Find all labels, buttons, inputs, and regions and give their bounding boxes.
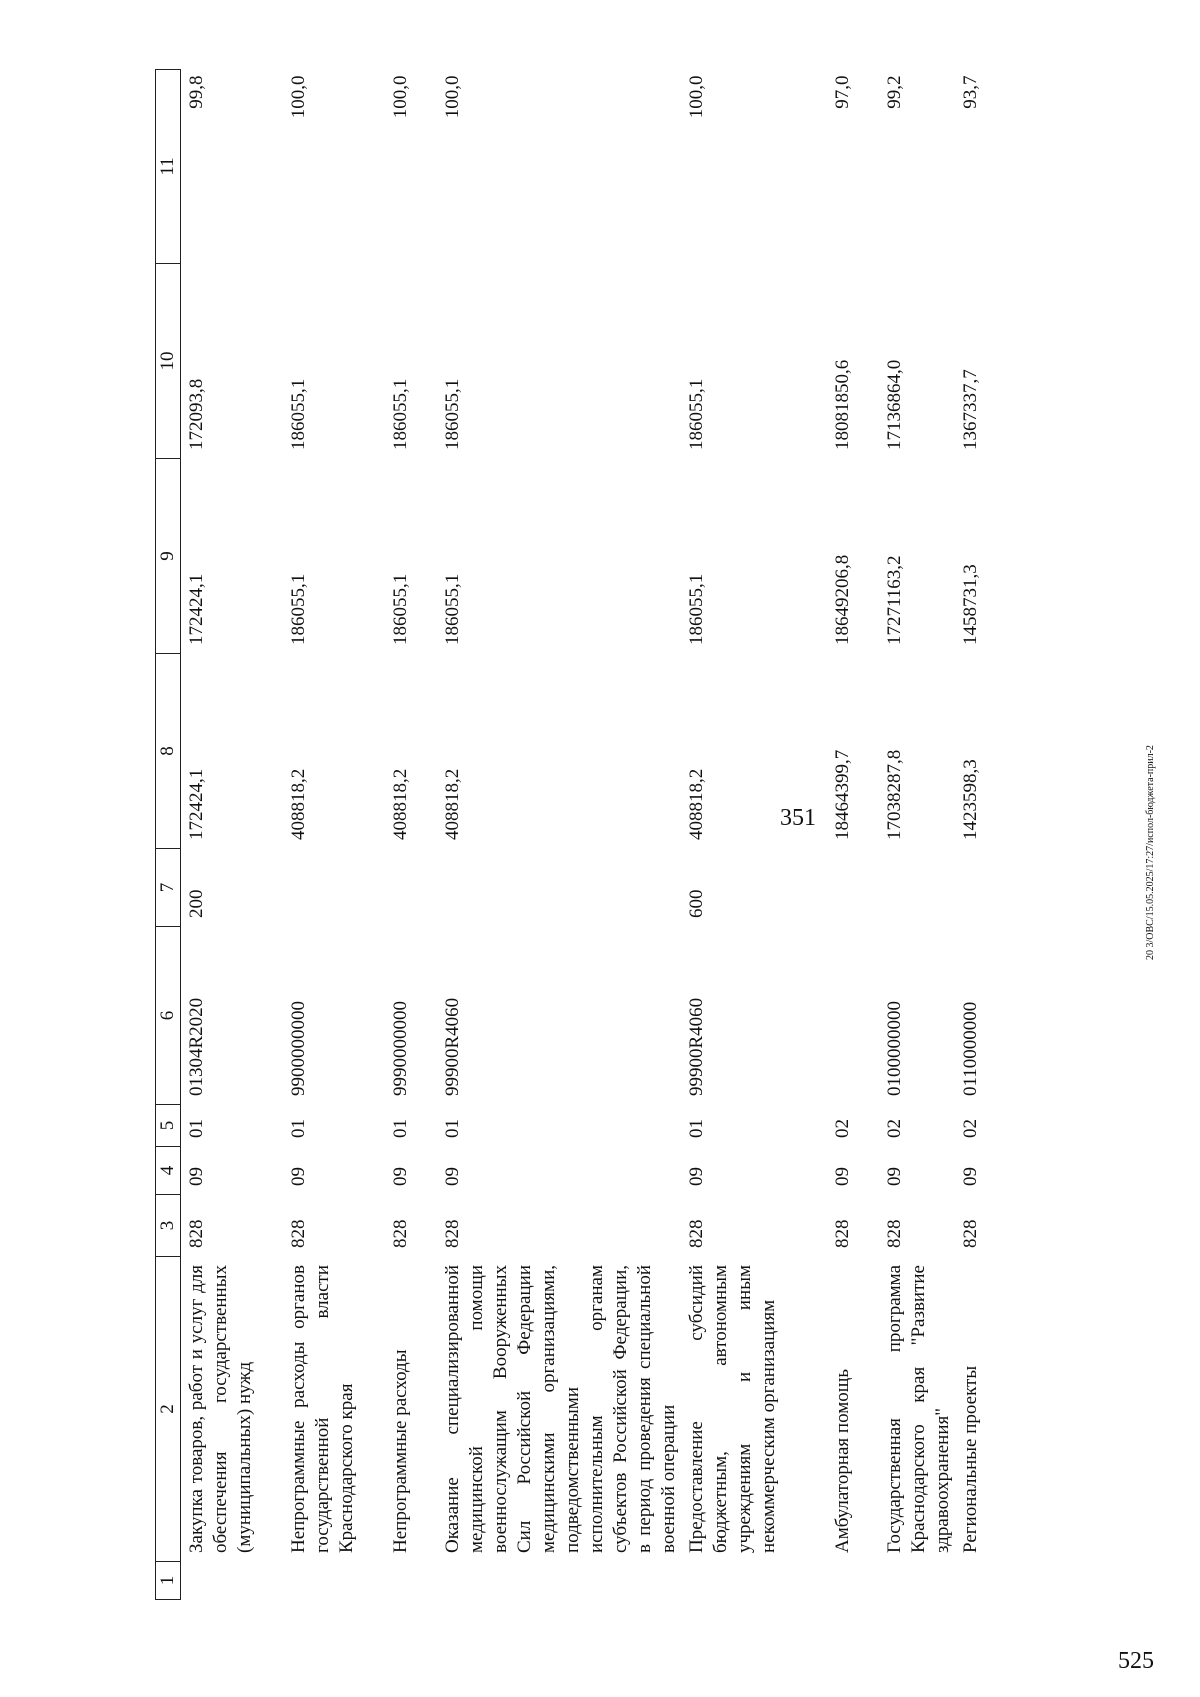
cell-c5: 01: [686, 1119, 707, 1138]
footer-note-text: 20 3/ОВС/15.05.2025/17:27/испол-бюджета-прил-2: [1145, 745, 1156, 960]
cell-c5: 02: [832, 1119, 853, 1138]
cell-c2: Непрограммные расходы: [390, 1349, 411, 1553]
cell-c8: 408818,2: [288, 768, 309, 840]
cell-c5: 01: [186, 1119, 207, 1138]
table-row: [385, 70, 437, 1600]
cell-c2: Государственная программа Краснодарского края "Развитие здравоохранения": [884, 1265, 953, 1553]
col-header: 10: [156, 264, 181, 459]
cell-c3: 828: [288, 1219, 309, 1248]
cell-c4: 09: [960, 1167, 981, 1186]
cell-c7: [955, 849, 1019, 927]
cell-c6: 0100000000: [884, 1001, 905, 1096]
cell-c11: 99,2: [884, 75, 905, 109]
cell-c7: [283, 849, 385, 927]
cell-c6: 01304R2020: [186, 997, 207, 1096]
cell-c9: 17271163,2: [884, 555, 905, 645]
cell-c3: 828: [442, 1219, 463, 1248]
cell-c1: [181, 1562, 284, 1600]
table-row: [827, 70, 879, 1600]
cell-c10: 17136864,0: [884, 359, 905, 450]
cell-c11: 97,0: [832, 75, 853, 109]
cell-c9: 186055,1: [288, 573, 309, 645]
cell-c7: [437, 849, 681, 927]
cell-c2: Оказание специализированной медицинской помощи военнослужащим Вооруженных Сил Российской Федерации медицинскими организациями, подведомственными исполнительным органам субъектов Российской Федерации, в период проведения специальной военной операции: [442, 1265, 679, 1553]
cell-c2: Региональные проекты: [960, 1365, 981, 1553]
cell-c3: 828: [832, 1219, 853, 1248]
cell-c4: 09: [288, 1167, 309, 1186]
cell-c8: 408818,2: [390, 768, 411, 840]
cell-c10: 186055,1: [686, 378, 707, 450]
footer-note: [1145, 745, 1165, 961]
cell-c10: 172093,8: [186, 378, 207, 450]
cell-c9: 172424,1: [186, 573, 207, 645]
cell-c7: 200: [186, 889, 207, 918]
cell-c8: 1423598,3: [960, 759, 981, 840]
cell-c9: 186055,1: [686, 573, 707, 645]
cell-c7: 600: [686, 889, 707, 918]
cell-c9: 1458731,3: [960, 564, 981, 645]
col-header: 11: [156, 70, 181, 264]
cell-c7: [385, 849, 437, 927]
cell-c10: 186055,1: [390, 378, 411, 450]
cell-c8: 18464399,7: [832, 749, 853, 840]
cell-c6: 9990000000: [390, 1001, 411, 1096]
col-header: 2: [156, 1257, 181, 1562]
cell-c1: [681, 1562, 827, 1600]
cell-c4: 09: [442, 1167, 463, 1186]
column-number-header: [156, 70, 181, 1600]
cell-c4: 09: [832, 1167, 853, 1186]
cell-c1: [955, 1562, 1019, 1600]
table-row: [283, 70, 385, 1600]
cell-c9: 18649206,8: [832, 554, 853, 645]
cell-c4: 09: [390, 1167, 411, 1186]
cell-c5: 02: [884, 1119, 905, 1138]
page-number: 351: [780, 805, 816, 831]
cell-c8: 408818,2: [442, 768, 463, 840]
cell-c11: 100,0: [288, 75, 309, 119]
col-header: 1: [156, 1562, 181, 1600]
cell-c2: Предоставление субсидий бюджетным, автономным учреждениям и иным некоммерческим организациям: [686, 1265, 779, 1553]
col-header: 4: [156, 1147, 181, 1195]
cell-c11: 99,8: [186, 75, 207, 109]
table-row: [181, 70, 284, 1600]
cell-c9: 186055,1: [390, 573, 411, 645]
cell-c2: Амбулаторная помощь: [832, 1368, 853, 1553]
cell-c3: 828: [186, 1219, 207, 1248]
cell-c10: 18081850,6: [832, 359, 853, 450]
cell-c5: 02: [960, 1119, 981, 1138]
cell-c5: 01: [288, 1119, 309, 1138]
cell-c10: 186055,1: [442, 378, 463, 450]
bottom-page-number: 525: [1118, 1648, 1154, 1674]
cell-c3: 828: [686, 1219, 707, 1248]
col-header: 3: [156, 1195, 181, 1257]
cell-c7: [827, 849, 879, 927]
table-row: [955, 70, 1019, 1600]
col-header: 7: [156, 849, 181, 927]
cell-c1: [879, 1562, 955, 1600]
cell-c7: [879, 849, 955, 927]
cell-c3: 828: [390, 1219, 411, 1248]
cell-c3: 828: [960, 1219, 981, 1248]
budget-table: [155, 69, 1019, 1600]
cell-c1: [437, 1562, 681, 1600]
cell-c8: 172424,1: [186, 768, 207, 840]
cell-c5: 01: [442, 1119, 463, 1138]
table-row: [879, 70, 955, 1600]
cell-c10: 1367337,7: [960, 369, 981, 450]
table-body: [181, 70, 1020, 1600]
cell-c3: 828: [884, 1219, 905, 1248]
cell-c10: 186055,1: [288, 378, 309, 450]
table-row: [437, 70, 681, 1600]
col-header: 5: [156, 1105, 181, 1147]
cell-c4: 09: [686, 1167, 707, 1186]
cell-c8: 408818,2: [686, 768, 707, 840]
cell-c1: [827, 1562, 879, 1600]
cell-c11: 100,0: [390, 75, 411, 119]
cell-c11: 100,0: [442, 75, 463, 119]
cell-c6: 9900000000: [288, 1001, 309, 1096]
cell-c6: [827, 927, 879, 1105]
cell-c2: Непрограммные расходы органов государственной власти Краснодарского края: [288, 1265, 357, 1553]
cell-c6: 0110000000: [960, 1001, 981, 1096]
cell-c4: 09: [186, 1167, 207, 1186]
cell-c6: 99900R4060: [442, 997, 463, 1096]
cell-c2: Закупка товаров, работ и услуг для обеспечения государственных (муниципальных) нужд: [186, 1265, 255, 1553]
col-header: 9: [156, 459, 181, 654]
rotated-page: [155, 70, 1155, 1600]
cell-c11: 93,7: [960, 75, 981, 109]
col-header: 8: [156, 654, 181, 849]
cell-c11: 100,0: [686, 75, 707, 119]
cell-c1: [385, 1562, 437, 1600]
cell-c6: 99900R4060: [686, 997, 707, 1096]
cell-c1: [283, 1562, 385, 1600]
col-header: 6: [156, 927, 181, 1105]
cell-c8: 17038287,8: [884, 749, 905, 840]
table-row: [681, 70, 827, 1600]
cell-c5: 01: [390, 1119, 411, 1138]
cell-c4: 09: [884, 1167, 905, 1186]
cell-c9: 186055,1: [442, 573, 463, 645]
